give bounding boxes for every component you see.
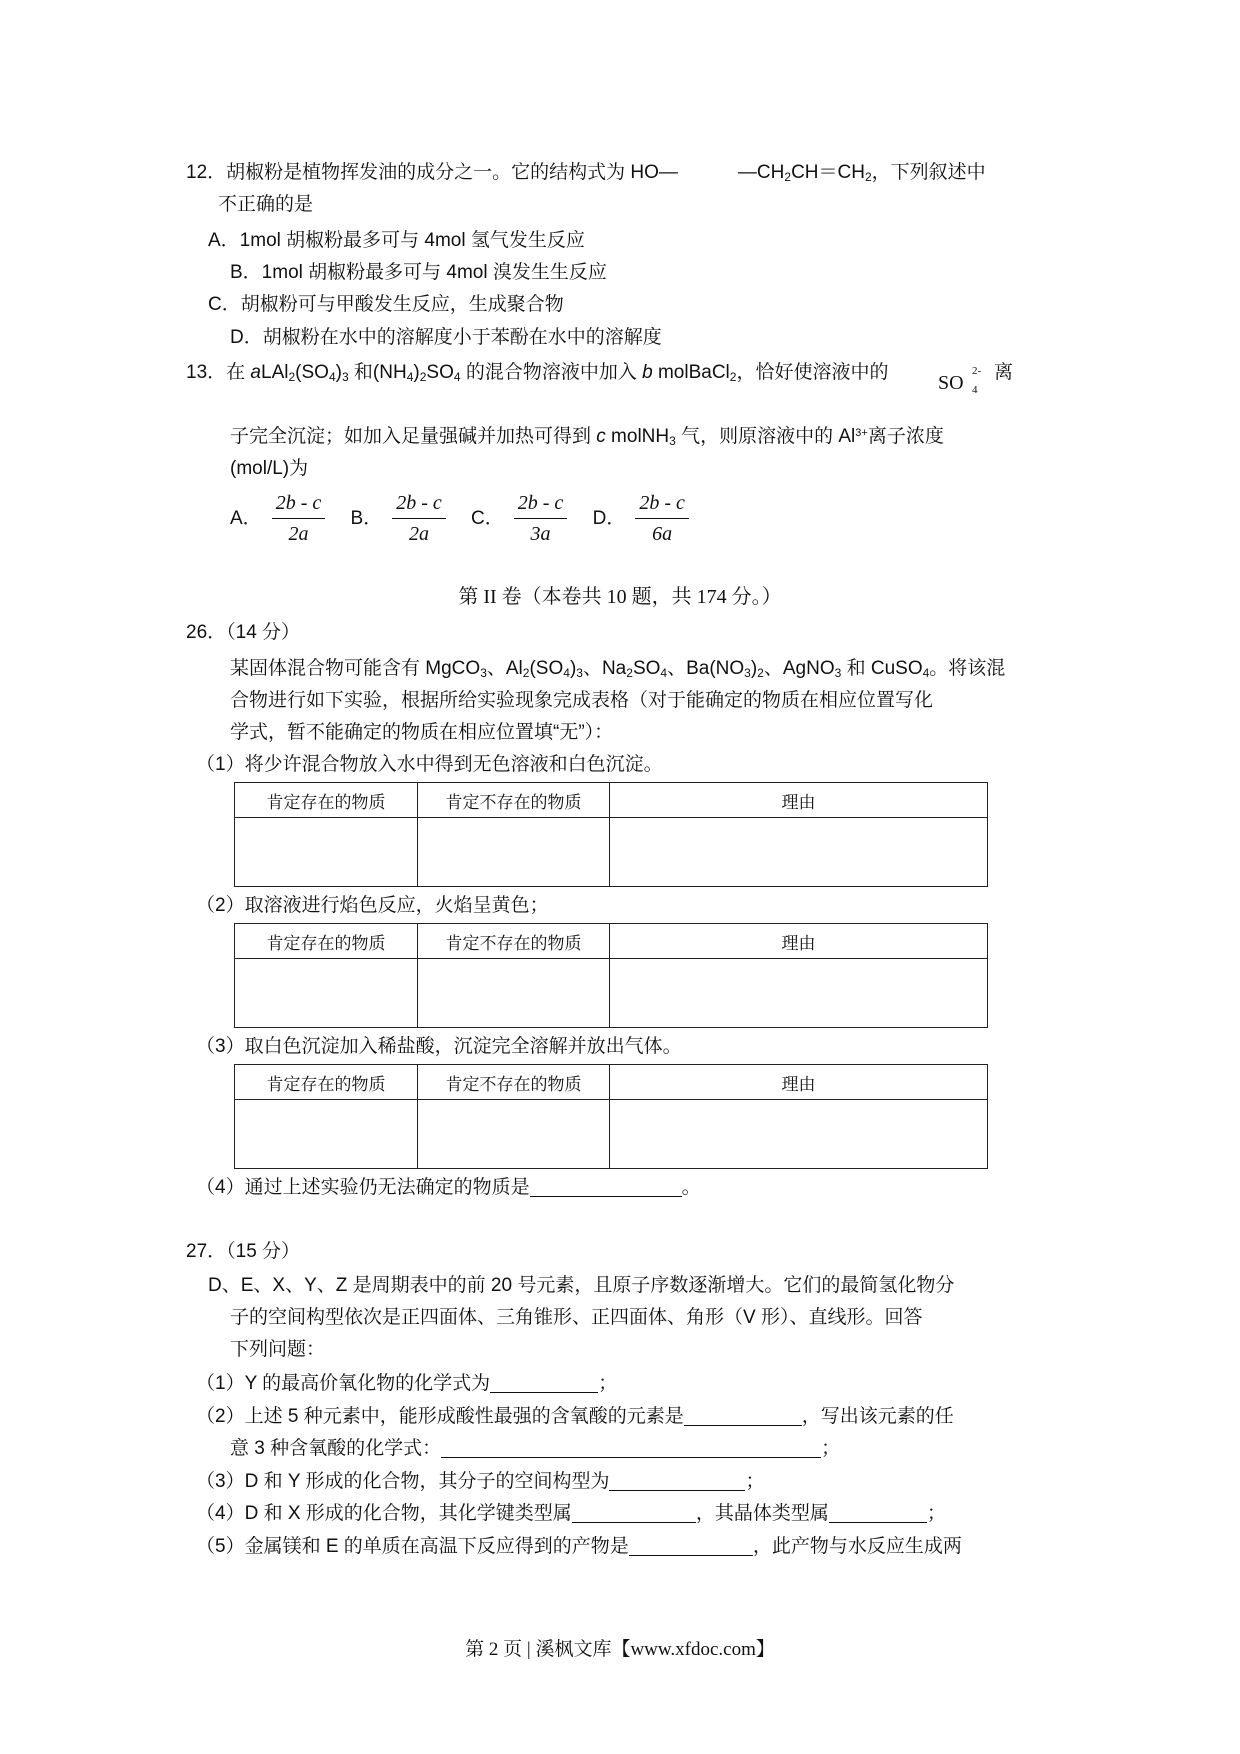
sulfate-ion-formula: SO 2- 4 xyxy=(938,365,982,396)
q27-part4: （4）D 和 X 形成的化合物，其化学键类型属 ，其晶体类型属 ； xyxy=(196,1503,946,1524)
table1-cell-absent[interactable] xyxy=(418,818,610,887)
q26-heading: 26．（14 分） xyxy=(186,622,301,643)
q13-option-b: B． $\frac{2b - c}{2a}$ xyxy=(351,490,452,547)
q13-option-c: C． $\frac{2b - c}{3a}$ xyxy=(471,490,573,547)
table3-header-reason: 理由 xyxy=(610,1065,988,1100)
table1-cell-present[interactable] xyxy=(235,818,418,887)
q13-line1: 13．在 $aLAl_2(SO_4)_3$ 和$(NH_4)_2SO_4$ 的混合物溶液中加入 b molBaCl$_2$，恰好使溶液中的 xyxy=(186,362,889,384)
q26-intro-line2: 合物进行如下实验，根据所给实验现象完成表格（对于能确定的物质在相应位置写化 xyxy=(230,690,934,711)
table2-header-absent: 肯定不存在的物质 xyxy=(418,924,610,959)
table3-header-present: 肯定存在的物质 xyxy=(235,1065,418,1100)
q27-part2: （2）上述 5 种元素中，能形成酸性最强的含氧酸的元素是 ，写出该元素的任 xyxy=(196,1406,954,1427)
table2-cell-reason[interactable] xyxy=(610,959,988,1028)
answer-blank-q27-5[interactable] xyxy=(629,1535,753,1556)
q27-heading: 27．（15 分） xyxy=(186,1241,301,1262)
q12-line2: 不正确的是 xyxy=(218,194,314,215)
q26-step2: （2）取溶液进行焰色反应，火焰呈黄色； xyxy=(196,895,549,916)
q12-option-c: C．胡椒粉可与甲酸发生反应，生成聚合物 xyxy=(208,294,564,315)
table1-header-present: 肯定存在的物质 xyxy=(235,783,418,818)
table2-header-reason: 理由 xyxy=(610,924,988,959)
table3-cell-reason[interactable] xyxy=(610,1100,988,1169)
answer-blank-q27-4b[interactable] xyxy=(829,1502,927,1523)
answer-table-2 xyxy=(234,923,988,1028)
q27-part2-cont: 意 3 种含氧酸的化学式： ； xyxy=(230,1438,841,1459)
section-title: 第 II 卷（本卷共 10 题，共 174 分。） xyxy=(458,586,782,608)
q13-line1-end: 离 xyxy=(994,362,1014,383)
table3-header-absent: 肯定不存在的物质 xyxy=(418,1065,610,1100)
table2-cell-absent[interactable] xyxy=(418,959,610,1028)
q13-option-d: D． $\frac{2b - c}{6a}$ xyxy=(593,490,695,547)
q26-step4: （4）通过上述实验仍无法确定的物质是 。 xyxy=(196,1177,701,1198)
q12-line1: 12．胡椒粉是植物挥发油的成分之一。它的结构式为 HO— $—CH_2CH=CH_2$，下列叙述中 xyxy=(186,162,986,184)
answer-blank-q27-1[interactable] xyxy=(490,1372,598,1393)
q27-intro-line3: 下列问题： xyxy=(230,1339,326,1360)
answer-table-1 xyxy=(234,782,988,887)
q26-step3: （3）取白色沉淀加入稀盐酸，沉淀完全溶解并放出气体。 xyxy=(196,1036,682,1057)
q12-option-d: D．胡椒粉在水中的溶解度小于苯酚在水中的溶解度 xyxy=(230,327,662,348)
q26-intro-line1: 某固体混合物可能含有 MgCO$_3$、$Al_2(SO_4)_3$、$Na_2SO_4$、$Ba(NO_3)_2$、AgNO$_3$ 和 CuSO$_4$。将该混 xyxy=(230,658,1006,680)
q12-option-b: B．1mol 胡椒粉最多可与 4mol 溴发生生反应 xyxy=(230,262,607,283)
answer-blank-q27-2b[interactable] xyxy=(441,1437,821,1458)
q27-part1: （1）Y 的最高价氧化物的化学式为 ； xyxy=(196,1373,618,1394)
answer-blank-q27-3[interactable] xyxy=(609,1470,745,1491)
q13-option-a: A． $\frac{2b - c}{2a}$ xyxy=(230,490,331,547)
q27-part3: （3）D 和 Y 形成的化合物，其分子的空间构型为 ； xyxy=(196,1471,765,1492)
table2-cell-present[interactable] xyxy=(235,959,418,1028)
table1-header-absent: 肯定不存在的物质 xyxy=(418,783,610,818)
table1-cell-reason[interactable] xyxy=(610,818,988,887)
q13-line3: (mol/L)为 xyxy=(230,458,309,479)
table2-header-present: 肯定存在的物质 xyxy=(235,924,418,959)
answer-blank-q27-2a[interactable] xyxy=(684,1405,802,1426)
q13-line2: 子完全沉淀；如加入足量强碱并加热可得到 c molNH$_3$ 气，则原溶液中的 $Al^{3+}$离子浓度 xyxy=(230,426,944,448)
answer-table-3 xyxy=(234,1064,988,1169)
table1-header-reason: 理由 xyxy=(610,783,988,818)
page-footer: 第 2 页 | 溪枫文库【www.xfdoc.com】 xyxy=(465,1639,775,1660)
table3-cell-present[interactable] xyxy=(235,1100,418,1169)
answer-blank-q27-4a[interactable] xyxy=(572,1502,696,1523)
table3-cell-absent[interactable] xyxy=(418,1100,610,1169)
q13-options xyxy=(230,490,709,547)
q12-option-a: A．1mol 胡椒粉最多可与 4mol 氢气发生反应 xyxy=(208,230,585,251)
q27-part5: （5）金属镁和 E 的单质在高温下反应得到的产物是 ，此产物与水反应生成两 xyxy=(196,1536,962,1557)
answer-blank-q26-4[interactable] xyxy=(530,1176,682,1197)
q26-intro-line3: 学式，暂不能确定的物质在相应位置填“无”）： xyxy=(230,722,614,743)
q27-intro-line1: D、E、X、Y、Z 是周期表中的前 20 号元素，且原子序数逐渐增大。它们的最简氢化物分 xyxy=(208,1275,955,1296)
q26-step1: （1）将少许混合物放入水中得到无色溶液和白色沉淀。 xyxy=(196,754,663,775)
q27-intro-line2: 子的空间构型依次是正四面体、三角锥形、正四面体、角形（V 形）、直线形。回答 xyxy=(230,1307,923,1328)
